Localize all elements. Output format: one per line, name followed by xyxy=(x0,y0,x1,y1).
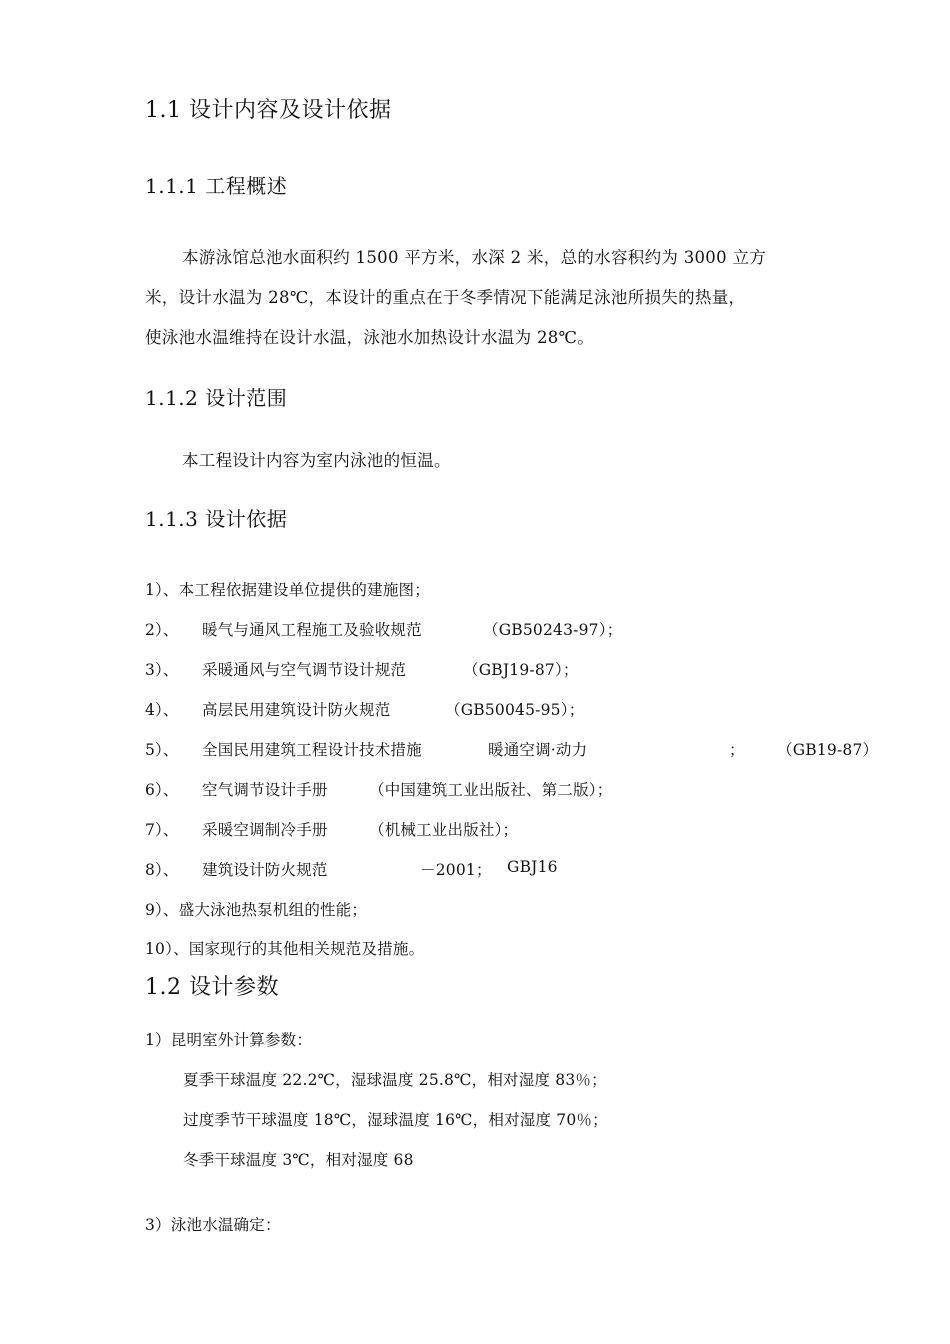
basis-item-code: （中国建筑工业出版社、第二版）； xyxy=(369,781,613,799)
basis-item-code: （GB50243-97）； xyxy=(483,621,623,639)
param-winter: 冬季干球温度 3℃，相对湿度 68 xyxy=(183,1151,414,1169)
heading-1-2: 1.2 设计参数 xyxy=(145,975,279,1000)
basis-item-9 xyxy=(145,898,865,920)
basis-item-code: （GB19-87） xyxy=(777,741,879,759)
basis-item-extra: 暖通空调·动力 xyxy=(488,741,588,759)
param-summer: 夏季干球温度 22.2℃，湿球温度 25.8℃，相对湿度 83％； xyxy=(183,1071,607,1089)
basis-item-text: 国家现行的其他相关规范及措施。 xyxy=(188,940,425,958)
basis-item-number: 10）、 xyxy=(145,940,189,958)
heading-1-1-3: 1.1.3 设计依据 xyxy=(145,507,288,531)
param-item-1-label: 1）昆明室外计算参数： xyxy=(145,1031,313,1049)
basis-item-number: 8）、 xyxy=(145,861,179,879)
scope-text: 本工程设计内容为室内泳池的恒温。 xyxy=(182,451,451,470)
basis-item-text: 采暖通风与空气调节设计规范 xyxy=(202,661,407,679)
basis-item-number: 2）、 xyxy=(145,621,179,639)
basis-item-number: 9）、 xyxy=(145,901,179,919)
basis-item-number: 5）、 xyxy=(145,741,179,759)
basis-item-text: 盛大泳池热泵机组的性能； xyxy=(178,901,368,919)
basis-item-4 xyxy=(145,698,865,720)
basis-item-code: （机械工业出版社）； xyxy=(369,821,519,839)
basis-item-10 xyxy=(145,937,865,959)
basis-item-text: 空气调节设计手册 xyxy=(202,781,328,799)
param-item-3-label: 3）泳池水温确定： xyxy=(145,1216,281,1234)
basis-item-text: 高层民用建筑设计防火规范 xyxy=(202,701,391,719)
param-transition: 过度季节干球温度 18℃，湿球温度 16℃，相对湿度 70％； xyxy=(183,1111,608,1129)
basis-item-text: 暖气与通风工程施工及验收规范 xyxy=(202,621,422,639)
basis-item-number: 6）、 xyxy=(145,781,179,799)
basis-item-1 xyxy=(145,578,865,600)
basis-item-number: 7）、 xyxy=(145,821,179,839)
basis-item-code: （GBJ19-87）； xyxy=(463,661,579,679)
basis-item-text: 采暖空调制冷手册 xyxy=(202,821,328,839)
overview-line-1: 本游泳馆总池水面积约 1500 平方米，水深 2 米，总的水容积约为 3000 立方 xyxy=(182,248,767,267)
basis-item-number: 4）、 xyxy=(145,701,179,719)
basis-item-2 xyxy=(145,618,865,640)
basis-item-number: 3）、 xyxy=(145,661,179,679)
basis-item-number: 1）、 xyxy=(145,581,179,599)
basis-item-5 xyxy=(145,738,879,760)
basis-item-semicolon: ； xyxy=(729,741,745,759)
heading-1-1-1: 1.1.1 工程概述 xyxy=(145,174,288,198)
heading-1-1-2: 1.1.2 设计范围 xyxy=(145,386,288,410)
basis-item-text: 建筑设计防火规范 xyxy=(202,861,328,879)
basis-item-extra: GBJ16 xyxy=(507,858,558,876)
basis-item-text: 全国民用建筑工程设计技术措施 xyxy=(202,741,422,759)
heading-1-1: 1.1 设计内容及设计依据 xyxy=(145,98,392,123)
basis-item-text: 本工程依据建设单位提供的建施图； xyxy=(178,581,430,599)
basis-item-6 xyxy=(145,778,865,800)
overview-line-2: 米，设计水温为 28℃，本设计的重点在于冬季情况下能满足泳池所损失的热量， xyxy=(145,288,746,307)
basis-item-code: －2001； xyxy=(420,861,492,879)
basis-item-3 xyxy=(145,658,865,680)
overview-line-3: 使泳池水温维持在设计水温，泳池水加热设计水温为 28℃。 xyxy=(145,328,595,347)
basis-item-code: （GB50045-95）； xyxy=(445,701,585,719)
basis-item-7 xyxy=(145,818,865,840)
basis-item-8 xyxy=(145,858,865,880)
